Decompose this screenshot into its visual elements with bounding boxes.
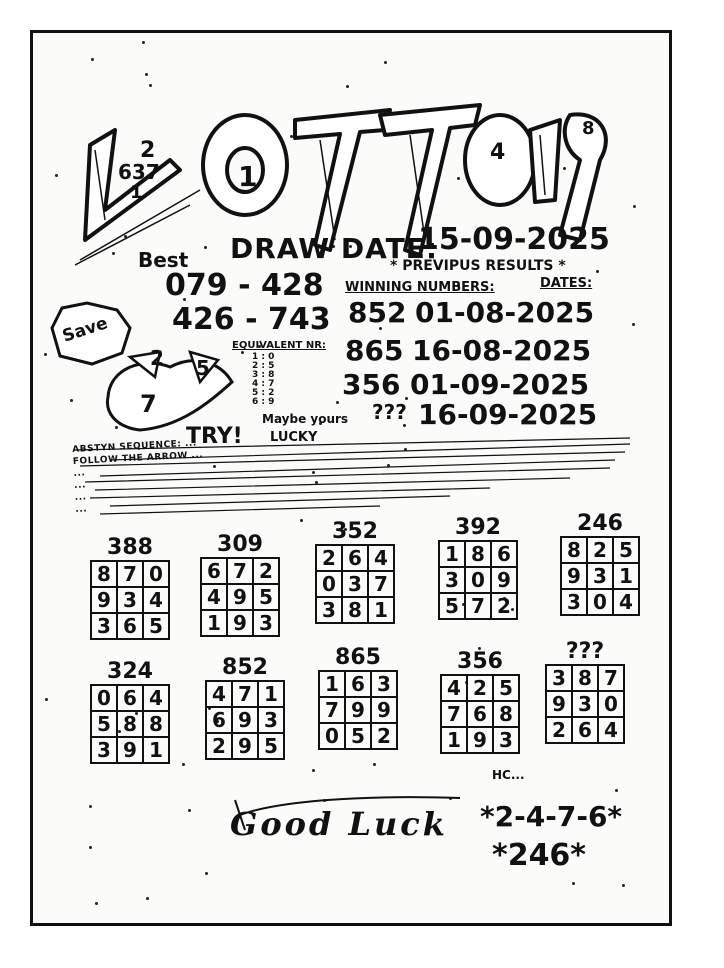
grid-row	[201, 584, 279, 610]
grid-table	[545, 664, 625, 744]
logo-number-o: 1	[238, 160, 258, 193]
grid-row	[206, 707, 284, 733]
result-1-number: 852	[348, 296, 407, 329]
grid-row	[319, 723, 397, 749]
grid-cell: 6	[342, 545, 368, 571]
scribble-hatch	[70, 430, 640, 530]
grid-cell: 3	[572, 691, 598, 717]
grid-row	[91, 613, 169, 639]
grid-cell: 0	[316, 571, 342, 597]
speckle	[384, 61, 387, 64]
grid-row	[439, 541, 517, 567]
number-grid	[200, 533, 280, 637]
logo-number-middle: 637	[118, 160, 160, 184]
grid-cell: 3	[117, 587, 143, 613]
grid-row	[319, 697, 397, 723]
equivalent-label: EQUIVALENT NR:	[232, 340, 326, 351]
result-2-number: 865	[345, 334, 404, 367]
try-label: TRY!	[186, 424, 243, 449]
grid-cell: 1	[201, 610, 227, 636]
grid-heading: 392	[455, 515, 501, 540]
grid-row	[91, 711, 169, 737]
grid-table	[438, 540, 518, 620]
grid-row	[91, 685, 169, 711]
grid-cell: 8	[561, 537, 587, 563]
speckle	[89, 805, 92, 808]
grid-table	[318, 670, 398, 750]
grid-cell: 9	[117, 737, 143, 763]
speckle	[149, 84, 152, 87]
grid-row	[91, 737, 169, 763]
blob-number-3: 7	[140, 390, 157, 418]
grid-cell: 4	[441, 675, 467, 701]
grid-cell: 3	[546, 665, 572, 691]
number-grid	[205, 656, 285, 760]
number-grid	[315, 520, 395, 624]
scribble-line: FOLLOW THE ARROW ...	[72, 450, 204, 467]
grid-heading: ???	[565, 639, 605, 664]
scribble-line: ...	[73, 468, 86, 479]
grid-cell: 2	[491, 593, 517, 619]
grid-cell: 8	[342, 597, 368, 623]
grid-cell: 2	[316, 545, 342, 571]
grid-heading: 309	[217, 532, 263, 557]
grid-cell: 9	[371, 697, 397, 723]
grid-cell: 3	[561, 589, 587, 615]
previous-results-label: * PREVIPUS RESULTS *	[390, 258, 566, 274]
grid-cell: 5	[439, 593, 465, 619]
grid-row	[91, 587, 169, 613]
grid-cell: 8	[572, 665, 598, 691]
grid-cell: 6	[201, 558, 227, 584]
blob-number-1: 2	[150, 346, 164, 370]
grid-row	[316, 571, 394, 597]
grid-cell: 5	[91, 711, 117, 737]
final-pick-2: *246*	[492, 838, 586, 873]
grid-cell: 1	[319, 671, 345, 697]
good-luck-text: Good Luck	[230, 805, 448, 843]
grid-cell: 6	[572, 717, 598, 743]
grid-row	[439, 567, 517, 593]
grid-cell: 9	[232, 707, 258, 733]
grid-cell: 5	[493, 675, 519, 701]
grid-row	[441, 675, 519, 701]
grid-cell: 8	[117, 711, 143, 737]
number-grid	[318, 646, 398, 750]
speckle	[70, 399, 73, 402]
grid-cell: 1	[439, 541, 465, 567]
grid-cell: 6	[117, 613, 143, 639]
dates-label: DATES:	[540, 276, 593, 291]
grid-row	[319, 671, 397, 697]
grid-cell: 7	[117, 561, 143, 587]
speckle	[633, 205, 636, 208]
equivalent-item: 1 : 0	[252, 352, 275, 362]
grid-row	[546, 665, 624, 691]
number-grid	[90, 660, 170, 764]
grid-row	[561, 537, 639, 563]
grid-cell: 9	[91, 587, 117, 613]
number-grid	[440, 650, 520, 754]
number-grid	[438, 516, 518, 620]
grid-cell: 7	[441, 701, 467, 727]
draw-date-value: 15-09-2025	[418, 222, 610, 257]
grid-cell: 4	[143, 685, 169, 711]
grid-cell: 0	[587, 589, 613, 615]
grid-cell: 6	[467, 701, 493, 727]
grid-cell: 2	[371, 723, 397, 749]
grid-cell: 0	[598, 691, 624, 717]
grid-cell: 4	[206, 681, 232, 707]
grid-row	[561, 563, 639, 589]
result-4-number: ???	[372, 400, 407, 424]
grid-heading: 246	[577, 511, 623, 536]
grid-cell: 6	[491, 541, 517, 567]
grid-cell: 4	[368, 545, 394, 571]
grid-cell: 4	[598, 717, 624, 743]
final-pick-1: *2-4-7-6*	[480, 800, 623, 833]
result-3-date: 01-09-2025	[410, 368, 590, 401]
grid-cell: 1	[441, 727, 467, 753]
grid-cell: 3	[371, 671, 397, 697]
grid-cell: 3	[342, 571, 368, 597]
grid-cell: 4	[201, 584, 227, 610]
grid-cell: 6	[117, 685, 143, 711]
result-4-date: 16-09-2025	[418, 398, 598, 431]
logo-number-bottom: 1	[130, 182, 143, 203]
grid-cell: 6	[206, 707, 232, 733]
grid-table	[560, 536, 640, 616]
blob-number-2: 5	[196, 356, 210, 380]
blob-shape-icon	[100, 342, 240, 432]
grid-cell: 5	[258, 733, 284, 759]
grid-row	[201, 610, 279, 636]
grid-cell: 3	[316, 597, 342, 623]
grid-cell: 2	[253, 558, 279, 584]
grid-cell: 5	[253, 584, 279, 610]
grid-cell: 9	[232, 733, 258, 759]
grid-row	[561, 589, 639, 615]
grid-cell: 1	[613, 563, 639, 589]
grid-row	[91, 561, 169, 587]
speckle	[632, 323, 635, 326]
grid-cell: 9	[345, 697, 371, 723]
grid-row	[316, 545, 394, 571]
number-grid	[545, 640, 625, 744]
grid-heading: 865	[335, 645, 381, 670]
grid-cell: 2	[467, 675, 493, 701]
grid-cell: 3	[493, 727, 519, 753]
grid-heading: 324	[107, 659, 153, 684]
best-pair-1: 079 - 428	[165, 268, 324, 303]
equivalent-item: 5 : 2	[252, 388, 275, 398]
lucky-label: LUCKY	[270, 430, 318, 445]
grid-cell: 7	[232, 681, 258, 707]
grid-cell: 9	[227, 610, 253, 636]
grid-cell: 1	[143, 737, 169, 763]
grid-cell: 2	[546, 717, 572, 743]
grid-table	[440, 674, 520, 754]
speckle	[373, 763, 376, 766]
grid-table	[205, 680, 285, 760]
grid-cell: 1	[258, 681, 284, 707]
grid-cell: 4	[143, 587, 169, 613]
grid-cell: 0	[143, 561, 169, 587]
equivalent-item: 2 : 5	[252, 361, 275, 371]
grid-cell: 2	[206, 733, 232, 759]
equivalent-item: 3 : 8	[252, 370, 275, 380]
grid-heading: 356	[457, 649, 503, 674]
grid-heading: 352	[332, 519, 378, 544]
grid-table	[200, 557, 280, 637]
logo-number-y: 8	[582, 118, 595, 139]
grid-cell: 7	[368, 571, 394, 597]
grid-cell: 5	[143, 613, 169, 639]
grid-cell: 2	[587, 537, 613, 563]
grid-table	[90, 560, 170, 640]
grid-cell: 0	[465, 567, 491, 593]
grid-cell: 3	[439, 567, 465, 593]
grid-cell: 0	[319, 723, 345, 749]
grid-row	[206, 681, 284, 707]
scribble-line: ...	[74, 492, 87, 503]
grid-heading: 388	[107, 535, 153, 560]
grid-table	[315, 544, 395, 624]
good-luck-flourish	[220, 790, 470, 860]
grid-cell: 7	[319, 697, 345, 723]
grid-cell: 5	[613, 537, 639, 563]
speckle	[241, 351, 244, 354]
speckle	[142, 41, 145, 44]
grid-cell: 9	[561, 563, 587, 589]
grid-row	[439, 593, 517, 619]
logo-number-e: 4	[490, 140, 506, 165]
logo-number-top: 2	[140, 138, 156, 163]
grid-cell: 8	[493, 701, 519, 727]
equivalent-item: 6 : 9	[252, 397, 275, 407]
grid-cell: 9	[546, 691, 572, 717]
grid-cell: 7	[598, 665, 624, 691]
result-1-date: 01-08-2025	[415, 296, 595, 329]
grid-cell: 3	[587, 563, 613, 589]
grid-cell: 0	[91, 685, 117, 711]
grid-cell: 1	[368, 597, 394, 623]
grid-cell: 7	[227, 558, 253, 584]
grid-row	[206, 733, 284, 759]
equivalent-item: 4 : 7	[252, 379, 275, 389]
best-pair-2: 426 - 743	[172, 302, 331, 337]
grid-row	[441, 727, 519, 753]
grid-cell: 3	[258, 707, 284, 733]
grid-cell: 9	[491, 567, 517, 593]
save-label: Save	[60, 313, 111, 347]
grid-row	[201, 558, 279, 584]
grid-cell: 8	[465, 541, 491, 567]
grid-cell: 3	[91, 613, 117, 639]
grid-cell: 8	[91, 561, 117, 587]
speckle	[615, 789, 618, 792]
grid-row	[546, 691, 624, 717]
maybe-yours-label: Maybe yours	[262, 412, 349, 426]
grid-cell: 9	[227, 584, 253, 610]
grid-row	[546, 717, 624, 743]
best-label: Best	[138, 248, 189, 272]
winning-numbers-label: WINNING NUMBERS:	[345, 280, 495, 295]
grid-cell: 5	[345, 723, 371, 749]
draw-date-label: DRAW DATE:	[230, 232, 439, 265]
grid-heading: 852	[222, 655, 268, 680]
grid-row	[316, 597, 394, 623]
grid-cell: 8	[143, 711, 169, 737]
signature-label: HC...	[492, 768, 525, 782]
grid-cell: 6	[345, 671, 371, 697]
page-title	[240, 52, 245, 53]
speckle	[145, 73, 148, 76]
grid-cell: 9	[467, 727, 493, 753]
result-2-date: 16-08-2025	[412, 334, 592, 367]
result-3-number: 356	[342, 368, 401, 401]
grid-cell: 3	[253, 610, 279, 636]
grid-cell: 7	[465, 593, 491, 619]
scribble-line: ...	[75, 504, 88, 515]
grid-cell: 3	[91, 737, 117, 763]
grid-table	[90, 684, 170, 764]
number-grid	[560, 512, 640, 616]
number-grid	[90, 536, 170, 640]
grid-row	[441, 701, 519, 727]
scribble-line: ...	[73, 480, 87, 491]
grid-cell: 4	[613, 589, 639, 615]
scribble-line: ABSTYN SEQUENCE: ...	[72, 438, 198, 455]
